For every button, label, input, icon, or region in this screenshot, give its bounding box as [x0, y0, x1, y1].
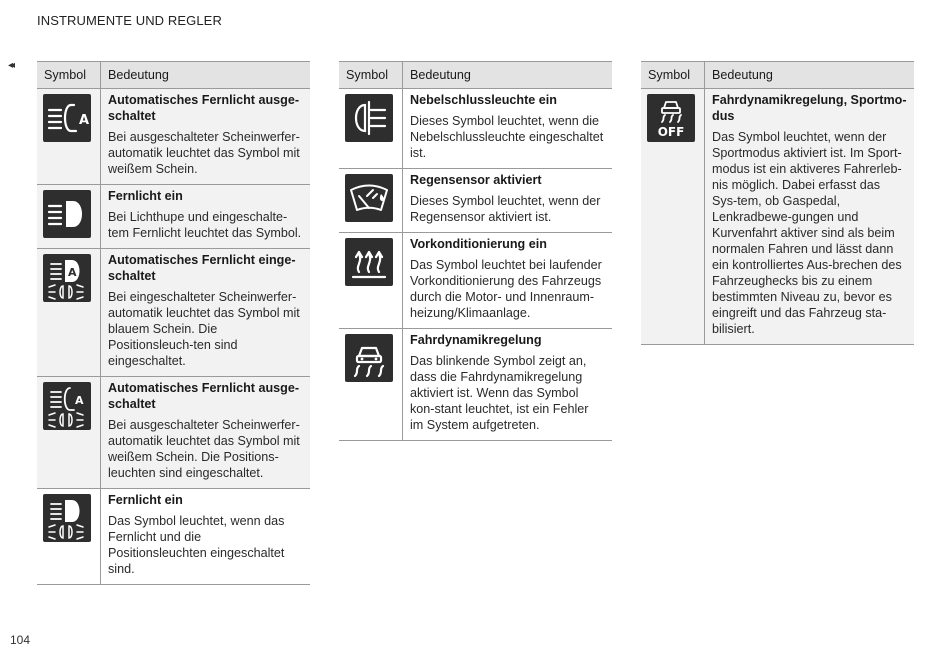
table-row [339, 89, 612, 169]
preconditioning-icon [345, 238, 393, 286]
table-row [641, 89, 914, 345]
row-description: Bei Lichthupe und eingeschalte-tem Fernlicht leuchtet das Symbol. [108, 210, 302, 240]
table-row [339, 233, 612, 329]
page-header-title: INSTRUMENTE UND REGLER [37, 13, 222, 28]
row-title: Vorkonditionierung ein [410, 237, 547, 251]
header-meaning: Bedeutung [705, 62, 915, 89]
row-description: Das Symbol leuchtet, wenn der Sportmodus aktiviert ist. Im Sport-modus ist ein aktiveres Fahrerleb-nis möglich. Dabei erfasst das Sys-tem, ob Gaspedal, Lenkradbewe-gungen und Kurvenfahrt aktiver sind als beim normalen Fahren und lässt dann ein kontrolliertes Aus-brechen des Fahrzeughecks bis zu einem bestimmten Niveau zu, bevor es eingreift und das Fahrzeug sta-bilisiert. [712, 130, 902, 336]
high-beam-parking-icon [43, 494, 91, 542]
auto-high-beam-on-parking-icon [43, 254, 91, 302]
row-description: Dieses Symbol leuchtet, wenn der Regensensor aktiviert ist. [410, 194, 601, 224]
row-title: Nebelschlussleuchte ein [410, 93, 557, 107]
symbol-table-3 [641, 61, 914, 345]
symbol-table-2 [339, 61, 612, 441]
table-row [37, 249, 310, 377]
header-symbol: Symbol [37, 62, 101, 89]
row-description: Dieses Symbol leuchtet, wenn die Nebelschlussleuchte eingeschaltet ist. [410, 114, 604, 160]
row-title: Automatisches Fernlicht ausge-schaltet [108, 93, 300, 123]
stability-control-off-icon [647, 94, 695, 142]
stability-control-icon [345, 334, 393, 382]
off-icon-label: OFF [657, 125, 685, 139]
header-meaning: Bedeutung [403, 62, 613, 89]
header-meaning: Bedeutung [101, 62, 311, 89]
row-title: Automatisches Fernlicht einge-schaltet [108, 253, 296, 283]
auto-high-beam-off-icon [43, 94, 91, 142]
table-row [339, 329, 612, 441]
header-symbol: Symbol [339, 62, 403, 89]
table-header-row [339, 62, 612, 89]
symbol-table-1 [37, 61, 310, 585]
table-header-row [641, 62, 914, 89]
table-row [37, 89, 310, 185]
rain-sensor-icon [345, 174, 393, 222]
table-row [37, 377, 310, 489]
svg-text:A: A [68, 266, 77, 279]
high-beam-on-icon [43, 190, 91, 238]
table-row [37, 185, 310, 249]
rear-fog-light-icon [345, 94, 393, 142]
row-title: Fernlicht ein [108, 493, 183, 507]
svg-text:A: A [75, 394, 84, 407]
row-title: Regensensor aktiviert [410, 173, 542, 187]
auto-high-beam-off-parking-icon [43, 382, 91, 430]
row-title: Fahrdynamikregelung, Sportmo-dus [712, 93, 907, 123]
table-header-row [37, 62, 310, 89]
page-number: 104 [10, 633, 31, 647]
svg-text:A: A [79, 113, 90, 128]
row-description: Das Symbol leuchtet, wenn das Fernlicht und die Positionsleuchten eingeschaltet sind. [108, 514, 285, 576]
header-symbol: Symbol [641, 62, 705, 89]
row-description: Bei eingeschalteter Scheinwerfer-automatik leuchtet das Symbol mit blauem Schein. Die Positionsleuch-ten sind eingeschaltet. [108, 290, 300, 368]
table-row [339, 169, 612, 233]
table-row [37, 489, 310, 585]
row-title: Fernlicht ein [108, 189, 183, 203]
row-description: Das blinkende Symbol zeigt an, dass die Fahrdynamikregelung aktiviert ist. Wenn das Symbol kon-stant leuchtet, ist ein Fehler im System aufgetreten. [410, 354, 589, 432]
row-description: Bei ausgeschalteter Scheinwerfer-automatik leuchtet das Symbol mit weißem Schein. [108, 130, 300, 176]
row-description: Bei ausgeschalteter Scheinwerfer-automatik leuchtet das Symbol mit weißem Schein. Die Positions-leuchten sind eingeschaltet. [108, 418, 300, 480]
back-arrows-icon[interactable]: ◂◂ [8, 60, 13, 71]
row-title: Fahrdynamikregelung [410, 333, 542, 347]
row-description: Das Symbol leuchtet bei laufender Vorkonditionierung des Fahrzeugs durch die Motor- und Innenraum-heizung/Klimaanlage. [410, 258, 602, 320]
row-title: Automatisches Fernlicht ausge-schaltet [108, 381, 300, 411]
